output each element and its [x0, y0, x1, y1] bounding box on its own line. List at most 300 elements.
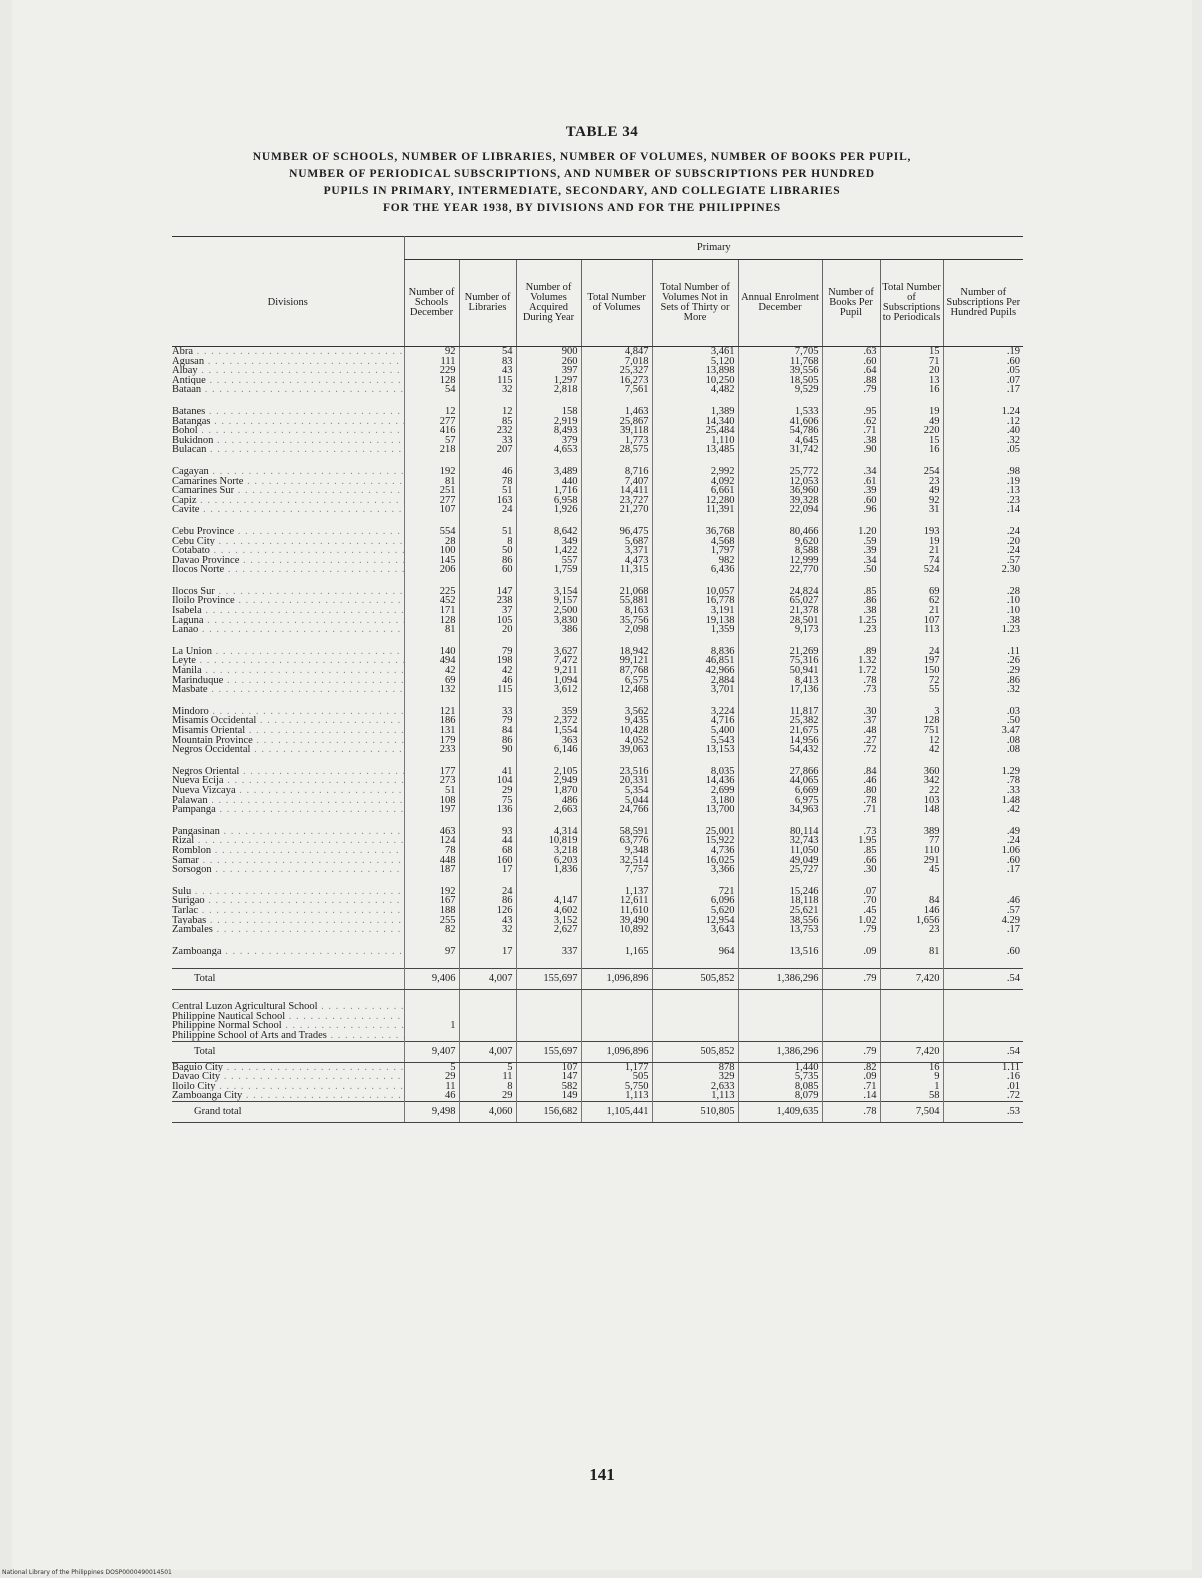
value-cell: 23,516 — [581, 767, 652, 777]
value-cell: 4,314 — [516, 827, 581, 837]
spacer-cell — [172, 815, 404, 827]
value-cell — [880, 1021, 943, 1031]
value-cell: 111 — [404, 357, 459, 367]
value-cell: 25,867 — [581, 417, 652, 427]
spacer-cell — [738, 695, 822, 707]
value-cell: .16 — [943, 1072, 1023, 1082]
value-cell: .01 — [943, 1082, 1023, 1092]
value-cell: 1,773 — [581, 436, 652, 446]
table-row — [172, 916, 1023, 926]
value-cell: 16,273 — [581, 376, 652, 386]
value-cell: 13,898 — [652, 366, 738, 376]
division-name-cell: Capiz . . . — [172, 496, 404, 506]
value-cell: 10,892 — [581, 925, 652, 935]
spacer-cell — [172, 935, 404, 947]
division-name-cell: Bulacan . . . — [172, 445, 404, 455]
value-cell: 1.32 — [822, 656, 880, 666]
value-cell: 12,611 — [581, 896, 652, 906]
spacer-cell — [943, 956, 1023, 969]
value-cell: 1,386,296 — [738, 969, 822, 990]
value-cell — [822, 1021, 880, 1031]
division-name-cell: Misamis Occidental . . . — [172, 716, 404, 726]
table-row — [172, 666, 1023, 676]
table-row — [172, 376, 1023, 386]
row-spacer — [172, 956, 1023, 969]
value-cell: .28 — [943, 587, 1023, 597]
division-name-cell: Masbate . . . — [172, 685, 404, 695]
table-row — [172, 625, 1023, 635]
value-cell: .40 — [943, 426, 1023, 436]
value-cell: 50 — [459, 546, 516, 556]
value-cell — [516, 1012, 581, 1022]
spacer-cell — [652, 956, 738, 969]
table-row — [172, 745, 1023, 755]
value-cell: 1,870 — [516, 786, 581, 796]
value-cell: 25,621 — [738, 906, 822, 916]
value-cell: .07 — [943, 376, 1023, 386]
value-cell: 1,440 — [738, 1062, 822, 1072]
table-row — [172, 385, 1023, 395]
value-cell: 71 — [880, 357, 943, 367]
value-cell: 23,727 — [581, 496, 652, 506]
value-cell: 878 — [652, 1062, 738, 1072]
value-cell — [459, 1021, 516, 1031]
spacer-cell — [880, 695, 943, 707]
value-cell: 273 — [404, 776, 459, 786]
value-cell: 54 — [459, 347, 516, 357]
value-cell: .71 — [822, 426, 880, 436]
value-cell: 46 — [459, 467, 516, 477]
value-cell: 15 — [880, 436, 943, 446]
value-cell: 2,633 — [652, 1082, 738, 1092]
value-cell: .11 — [943, 647, 1023, 657]
value-cell: 25,772 — [738, 467, 822, 477]
value-cell: 25,327 — [581, 366, 652, 376]
spacer-cell — [822, 990, 880, 1003]
value-cell: 87,768 — [581, 666, 652, 676]
value-cell: 4,007 — [459, 1041, 516, 1062]
value-cell: 5 — [459, 1062, 516, 1072]
value-cell: 21,378 — [738, 606, 822, 616]
value-cell: 25,001 — [652, 827, 738, 837]
spacer-cell — [880, 815, 943, 827]
divisions-column-header: Divisions — [172, 260, 404, 347]
value-cell — [652, 1002, 738, 1012]
value-cell: .17 — [943, 925, 1023, 935]
value-cell: .60 — [822, 357, 880, 367]
table-row — [172, 486, 1023, 496]
value-cell: 32 — [459, 925, 516, 935]
value-cell: 136 — [459, 805, 516, 815]
value-cell: 2,699 — [652, 786, 738, 796]
value-cell: .59 — [822, 537, 880, 547]
value-cell: 16 — [880, 1062, 943, 1072]
value-cell: .38 — [943, 616, 1023, 626]
value-cell: 37 — [459, 606, 516, 616]
value-cell: 6,146 — [516, 745, 581, 755]
value-cell: 3,612 — [516, 685, 581, 695]
table-row — [172, 925, 1023, 935]
value-cell: 24 — [880, 647, 943, 657]
value-cell: 21,675 — [738, 726, 822, 736]
value-cell: 6,575 — [581, 676, 652, 686]
column-header: Number of Books Per Pupil — [822, 260, 880, 347]
table-row — [172, 1012, 1023, 1022]
value-cell: 9,529 — [738, 385, 822, 395]
column-header: Number of Libraries — [459, 260, 516, 347]
spacer-cell — [943, 875, 1023, 887]
value-cell: .73 — [822, 685, 880, 695]
value-cell: 3,643 — [652, 925, 738, 935]
value-cell: 964 — [652, 947, 738, 957]
division-name-cell: Philippine Normal School . . . — [172, 1021, 404, 1031]
value-cell: 277 — [404, 496, 459, 506]
value-cell: 46 — [459, 676, 516, 686]
value-cell: 2,919 — [516, 417, 581, 427]
spacer-cell — [172, 695, 404, 707]
value-cell: 163 — [459, 496, 516, 506]
division-name-cell: Bataan . . . — [172, 385, 404, 395]
value-cell: .57 — [943, 906, 1023, 916]
value-cell: 15 — [880, 347, 943, 357]
value-cell: 86 — [459, 736, 516, 746]
value-cell: 1.20 — [822, 527, 880, 537]
value-cell: .03 — [943, 707, 1023, 717]
value-cell: .72 — [943, 1091, 1023, 1101]
value-cell: 60 — [459, 565, 516, 575]
spacer-cell — [738, 875, 822, 887]
value-cell: 197 — [880, 656, 943, 666]
value-cell: 463 — [404, 827, 459, 837]
division-name-cell: Total — [172, 969, 404, 990]
spacer-cell — [459, 695, 516, 707]
value-cell: 557 — [516, 556, 581, 566]
value-cell — [943, 1021, 1023, 1031]
value-cell: 4,060 — [459, 1102, 516, 1123]
value-cell: 1,836 — [516, 865, 581, 875]
value-cell: 251 — [404, 486, 459, 496]
value-cell: .42 — [943, 805, 1023, 815]
value-cell: 1,656 — [880, 916, 943, 926]
value-cell: 131 — [404, 726, 459, 736]
spacer-cell — [652, 990, 738, 1003]
value-cell: 158 — [516, 407, 581, 417]
value-cell: .60 — [943, 357, 1023, 367]
spacer-cell — [459, 956, 516, 969]
column-header-row — [172, 260, 1023, 347]
row-spacer — [172, 990, 1023, 1003]
value-cell: 233 — [404, 745, 459, 755]
value-cell: 18,942 — [581, 647, 652, 657]
value-cell: .64 — [822, 366, 880, 376]
value-cell: .39 — [822, 486, 880, 496]
value-cell: 19 — [880, 537, 943, 547]
value-cell: 13,753 — [738, 925, 822, 935]
value-cell: 5,543 — [652, 736, 738, 746]
value-cell: 83 — [459, 357, 516, 367]
value-cell: .49 — [943, 827, 1023, 837]
value-cell: 16 — [880, 445, 943, 455]
table-row — [172, 685, 1023, 695]
value-cell: 192 — [404, 467, 459, 477]
value-cell: 7,757 — [581, 865, 652, 875]
value-cell: 5,354 — [581, 786, 652, 796]
value-cell: 11,050 — [738, 846, 822, 856]
value-cell: .33 — [943, 786, 1023, 796]
value-cell: 49 — [880, 417, 943, 427]
table-row — [172, 477, 1023, 487]
value-cell: 9,406 — [404, 969, 459, 990]
value-cell: 510,805 — [652, 1102, 738, 1123]
value-cell: 255 — [404, 916, 459, 926]
value-cell: 155,697 — [516, 969, 581, 990]
value-cell: 29 — [459, 786, 516, 796]
value-cell: 1,297 — [516, 376, 581, 386]
value-cell: 3,371 — [581, 546, 652, 556]
spacer-cell — [822, 875, 880, 887]
value-cell — [459, 1002, 516, 1012]
value-cell: .54 — [943, 969, 1023, 990]
division-name-cell: Davao City . . . — [172, 1072, 404, 1082]
value-cell: 62 — [880, 596, 943, 606]
division-name-cell: Ilocos Norte . . . — [172, 565, 404, 575]
value-cell: 2,627 — [516, 925, 581, 935]
value-cell: .39 — [822, 546, 880, 556]
value-cell: 11,768 — [738, 357, 822, 367]
value-cell: .45 — [822, 906, 880, 916]
value-cell: 148 — [880, 805, 943, 815]
spacer-cell — [516, 956, 581, 969]
value-cell: 11,610 — [581, 906, 652, 916]
value-cell: 150 — [880, 666, 943, 676]
value-cell: 1,759 — [516, 565, 581, 575]
value-cell: 147 — [516, 1072, 581, 1082]
value-cell: 105 — [459, 616, 516, 626]
table-row — [172, 887, 1023, 897]
division-name-cell: Cavite . . . — [172, 505, 404, 515]
value-cell: .78 — [822, 676, 880, 686]
spacer-cell — [581, 815, 652, 827]
value-cell: 2,818 — [516, 385, 581, 395]
value-cell: 1.25 — [822, 616, 880, 626]
value-cell: 197 — [404, 805, 459, 815]
value-cell: 721 — [652, 887, 738, 897]
value-cell: 4,847 — [581, 347, 652, 357]
value-cell: 1,177 — [581, 1062, 652, 1072]
table-row — [172, 445, 1023, 455]
spacer-cell — [459, 990, 516, 1003]
value-cell: 6,436 — [652, 565, 738, 575]
value-cell: 2,663 — [516, 805, 581, 815]
spacer-cell — [516, 755, 581, 767]
spacer-cell — [172, 515, 404, 527]
value-cell: 582 — [516, 1082, 581, 1092]
value-cell: 81 — [880, 947, 943, 957]
division-name-cell: Lanao . . . — [172, 625, 404, 635]
value-cell: 8,079 — [738, 1091, 822, 1101]
value-cell: 982 — [652, 556, 738, 566]
division-name-cell: Agusan . . . — [172, 357, 404, 367]
value-cell: 100 — [404, 546, 459, 556]
value-cell: 80,114 — [738, 827, 822, 837]
value-cell: 5,400 — [652, 726, 738, 736]
spacer-cell — [652, 935, 738, 947]
division-name-cell: Samar . . . — [172, 856, 404, 866]
value-cell: 11 — [459, 1072, 516, 1082]
value-cell: 80,466 — [738, 527, 822, 537]
row-spacer — [172, 515, 1023, 527]
table-row — [172, 906, 1023, 916]
value-cell: 155,697 — [516, 1041, 581, 1062]
value-cell: 1,797 — [652, 546, 738, 556]
value-cell: 24 — [459, 887, 516, 897]
division-name-cell: Nueva Vizcaya . . . — [172, 786, 404, 796]
value-cell: 58,591 — [581, 827, 652, 837]
division-name-cell: Cotabato . . . — [172, 546, 404, 556]
value-cell — [459, 1031, 516, 1041]
value-cell: .70 — [822, 896, 880, 906]
value-cell: 146 — [880, 906, 943, 916]
value-cell: 448 — [404, 856, 459, 866]
value-cell: .26 — [943, 656, 1023, 666]
value-cell: 505,852 — [652, 1041, 738, 1062]
value-cell: 25,484 — [652, 426, 738, 436]
spacer-cell — [652, 755, 738, 767]
value-cell: .71 — [822, 1082, 880, 1092]
value-cell: 21,068 — [581, 587, 652, 597]
value-cell: 11 — [404, 1082, 459, 1092]
value-cell: 5,750 — [581, 1082, 652, 1092]
value-cell: 86 — [459, 896, 516, 906]
value-cell: 128 — [880, 716, 943, 726]
value-cell: .73 — [822, 827, 880, 837]
value-cell: 9,435 — [581, 716, 652, 726]
value-cell: .50 — [822, 565, 880, 575]
row-spacer — [172, 575, 1023, 587]
value-cell: 3,218 — [516, 846, 581, 856]
row-spacer — [172, 935, 1023, 947]
value-cell: 75,316 — [738, 656, 822, 666]
value-cell: 42 — [880, 745, 943, 755]
value-cell: .46 — [822, 776, 880, 786]
value-cell — [738, 1031, 822, 1041]
value-cell: 156,682 — [516, 1102, 581, 1123]
value-cell: 452 — [404, 596, 459, 606]
value-cell: .72 — [822, 745, 880, 755]
value-cell: 2,992 — [652, 467, 738, 477]
value-cell: 29 — [404, 1072, 459, 1082]
value-cell: 34,963 — [738, 805, 822, 815]
value-cell — [822, 1002, 880, 1012]
spacer-cell — [172, 395, 404, 407]
value-cell — [459, 1012, 516, 1022]
value-cell: 41 — [459, 767, 516, 777]
document-page — [12, 0, 1192, 1570]
value-cell: 128 — [404, 376, 459, 386]
value-cell: 342 — [880, 776, 943, 786]
value-cell: 6,669 — [738, 786, 822, 796]
page-number: 141 — [589, 1465, 615, 1484]
value-cell: .10 — [943, 596, 1023, 606]
division-name-cell: Ilocos Sur . . . — [172, 587, 404, 597]
value-cell: 16,778 — [652, 596, 738, 606]
spacer-cell — [404, 935, 459, 947]
value-cell: .79 — [822, 969, 880, 990]
value-cell: 186 — [404, 716, 459, 726]
value-cell: 1,716 — [516, 486, 581, 496]
division-name-cell: Cebu City . . . — [172, 537, 404, 547]
table-row — [172, 827, 1023, 837]
value-cell: 12,954 — [652, 916, 738, 926]
value-cell: .98 — [943, 467, 1023, 477]
value-cell: 20 — [880, 366, 943, 376]
value-cell: 25,727 — [738, 865, 822, 875]
table-subtitle — [142, 149, 1022, 217]
division-name-cell: Grand total — [172, 1102, 404, 1123]
value-cell: 28,575 — [581, 445, 652, 455]
value-cell — [880, 1012, 943, 1022]
table-row — [172, 767, 1023, 777]
value-cell: .20 — [943, 537, 1023, 547]
value-cell: 19,138 — [652, 616, 738, 626]
value-cell: .24 — [943, 836, 1023, 846]
value-cell: 3,489 — [516, 467, 581, 477]
value-cell: 440 — [516, 477, 581, 487]
value-cell: 72 — [880, 676, 943, 686]
table-row — [172, 505, 1023, 515]
value-cell: 3,366 — [652, 865, 738, 875]
value-cell: 39,328 — [738, 496, 822, 506]
value-cell — [404, 1031, 459, 1041]
value-cell: 7,472 — [516, 656, 581, 666]
value-cell: 238 — [459, 596, 516, 606]
value-cell: 7,420 — [880, 1041, 943, 1062]
division-name-cell: Laguna . . . — [172, 616, 404, 626]
division-name-cell: Central Luzon Agricultural School . . . — [172, 1002, 404, 1012]
spacer-cell — [581, 875, 652, 887]
value-cell — [581, 1012, 652, 1022]
value-cell: 39,063 — [581, 745, 652, 755]
division-name-cell: Albay . . . — [172, 366, 404, 376]
spacer-cell — [581, 695, 652, 707]
value-cell: 225 — [404, 587, 459, 597]
value-cell: 115 — [459, 376, 516, 386]
value-cell: 49,049 — [738, 856, 822, 866]
value-cell: .12 — [943, 417, 1023, 427]
value-cell: 43 — [459, 366, 516, 376]
table-row — [172, 357, 1023, 367]
value-cell: 751 — [880, 726, 943, 736]
value-cell: 207 — [459, 445, 516, 455]
value-cell: .71 — [822, 805, 880, 815]
value-cell: 4,568 — [652, 537, 738, 547]
value-cell — [581, 1002, 652, 1012]
value-cell: 28 — [404, 537, 459, 547]
value-cell: 1,094 — [516, 676, 581, 686]
value-cell: 254 — [880, 467, 943, 477]
value-cell: .14 — [943, 505, 1023, 515]
value-cell: 1,926 — [516, 505, 581, 515]
value-cell: 65,027 — [738, 596, 822, 606]
subtitle-line: NUMBER OF SCHOOLS, NUMBER OF LIBRARIES, NUMBER OF VOLUMES, NUMBER OF BOOKS PER PUPIL, — [252, 151, 912, 163]
value-cell: 132 — [404, 685, 459, 695]
value-cell: 20 — [459, 625, 516, 635]
value-cell: 79 — [459, 647, 516, 657]
division-name-cell: Leyte . . . — [172, 656, 404, 666]
value-cell: 21 — [880, 606, 943, 616]
value-cell: 93 — [459, 827, 516, 837]
value-cell: 1.95 — [822, 836, 880, 846]
